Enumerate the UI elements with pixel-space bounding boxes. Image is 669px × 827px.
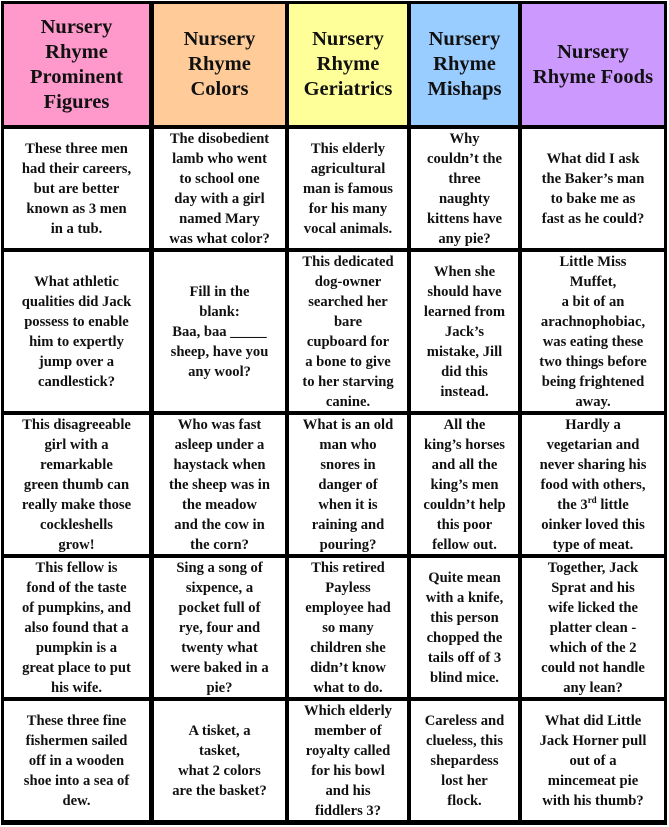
question-text: What did Little Jack Horner pull out of a mincemeat pie with his thumb? [539, 712, 647, 809]
question-text: These three fine fishermen sailed off in a wooden shoe into a sea of dew. [23, 712, 130, 809]
category-title: Nursery Rhyme Prominent Figures [29, 15, 123, 113]
question-text: Little Miss Muffet, a bit of an arachnophobiac, was eating these two things before being frightened away. [539, 253, 647, 410]
question-text: What did I ask the Baker’s man to bake me as fast as he could? [541, 150, 645, 227]
question-cell-r4-c1[interactable] [4, 558, 149, 697]
question-cell-r5-c1[interactable] [4, 701, 149, 820]
category-title: Nursery Rhyme Colors [183, 28, 256, 100]
question-text: The disobedient lamb who went to school one day with a girl named Mary was what color? [169, 130, 270, 247]
category-header-nursery-rhyme-colors [154, 4, 285, 125]
question-text: Fill in the blank: Baa, baa _____ sheep, have you any wool? [170, 283, 269, 380]
question-text: Why couldn’t the three naughty kittens have any pie? [427, 130, 502, 247]
question-cell-r5-c5[interactable] [522, 701, 664, 820]
question-cell-r1-c1[interactable] [4, 129, 149, 248]
category-title: Nursery Rhyme Geriatrics [303, 28, 393, 100]
question-text: What athletic qualities did Jack possess to enable him to expertly jump over a candlestick? [21, 273, 132, 390]
question-text: When she should have learned from Jack’s mistake, Jill did this instead. [423, 263, 506, 400]
question-text: Quite mean with a knife, this person chopped the tails off of 3 blind mice. [425, 569, 504, 686]
question-cell-r5-c2[interactable] [154, 701, 285, 820]
question-cell-r3-c3[interactable] [289, 415, 407, 554]
question-cell-r1-c2[interactable] [154, 129, 285, 248]
question-cell-r2-c2[interactable] [154, 252, 285, 411]
question-cell-r4-c4[interactable] [411, 558, 518, 697]
question-text: This disagreeable girl with a remarkable green thumb can really make those cockleshells grow! [21, 416, 132, 553]
question-cell-r2-c5[interactable] [522, 252, 664, 411]
question-text: Together, Jack Sprat and his wife licked the platter clean - which of the 2 could not handle any lean? [541, 559, 645, 696]
category-title: Nursery Rhyme Foods [532, 40, 654, 88]
question-cell-r2-c1[interactable] [4, 252, 149, 411]
question-text: This fellow is fond of the taste of pumpkins, and also found that a pumpkin is a great place to put his wife. [21, 559, 132, 696]
question-text: What is an old man who snores in danger of when it is raining and pouring? [302, 416, 394, 553]
question-cell-r1-c5[interactable] [522, 129, 664, 248]
question-cell-r2-c3[interactable] [289, 252, 407, 411]
category-header-nursery-rhyme-prominent-figures [4, 4, 149, 125]
question-cell-r3-c1[interactable] [4, 415, 149, 554]
question-cell-r3-c2[interactable] [154, 415, 285, 554]
question-cell-r5-c4[interactable] [411, 701, 518, 820]
question-text: Careless and clueless, this shepardess lost her flock. [424, 712, 505, 809]
category-header-nursery-rhyme-geriatrics [289, 4, 407, 125]
trivia-board [1, 1, 667, 825]
question-cell-r2-c4[interactable] [411, 252, 518, 411]
category-header-nursery-rhyme-foods [522, 4, 664, 125]
question-text: These three men had their careers, but are better known as 3 men in a tub. [21, 140, 132, 237]
question-cell-r4-c3[interactable] [289, 558, 407, 697]
question-text: All the king’s horses and all the king’s men couldn’t help this poor fellow out. [423, 416, 506, 553]
question-text: Who was fast asleep under a haystack when the sheep was in the meadow and the cow in the corn? [169, 416, 270, 553]
question-cell-r3-c4[interactable] [411, 415, 518, 554]
category-header-nursery-rhyme-mishaps [411, 4, 518, 125]
question-text: This elderly agricultural man is famous for his many vocal animals. [302, 140, 393, 237]
question-cell-r4-c2[interactable] [154, 558, 285, 697]
question-text: This retired Payless employee had so many children she didn’t know what to do. [305, 559, 391, 696]
question-cell-r1-c3[interactable] [289, 129, 407, 248]
question-cell-r4-c5[interactable] [522, 558, 664, 697]
question-text: A tisket, a tasket, what 2 colors are the basket? [172, 722, 267, 799]
question-cell-r3-c5[interactable] [522, 415, 664, 554]
question-text: Hardly a vegetarian and never sharing his food with others, the 3rd little oinker loved this type of meat. [539, 416, 647, 553]
question-cell-r1-c4[interactable] [411, 129, 518, 248]
question-cell-r5-c3[interactable] [289, 701, 407, 820]
question-text: Sing a song of sixpence, a pocket full of rye, four and twenty what were baked in a pie? [170, 559, 269, 696]
question-text: Which elderly member of royalty called for his bowl and his fiddlers 3? [304, 702, 392, 819]
category-title: Nursery Rhyme Mishaps [427, 28, 502, 100]
question-text: This dedicated dog-owner searched her bare cupboard for a bone to give to her starving canine. [302, 253, 394, 410]
